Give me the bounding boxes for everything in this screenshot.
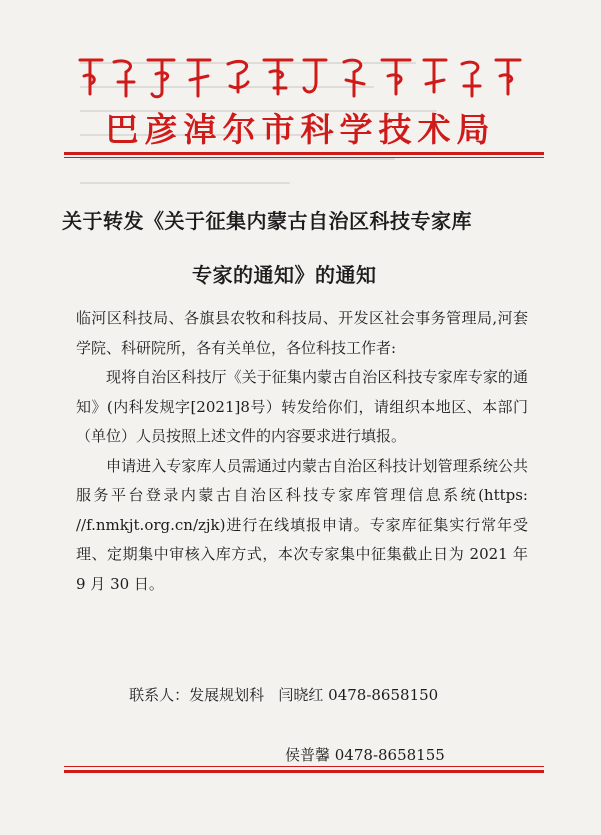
footer-divider-thin — [64, 766, 544, 767]
header-divider-thin — [64, 157, 544, 158]
contact-line-2: 侯普馨 0478-8658155 — [285, 746, 445, 764]
svg-text:ᠪᠠᠶᠠᠨᠨᠠᠭᠤᠷ ᠬᠣᠲᠠ ᠶᠢᠨ ᠱᠢᠨᠵᠢᠯᠡᠬᠦ: ᠪᠠᠶᠠᠨᠨᠠᠭᠤᠷ ᠬᠣᠲᠠ ᠶᠢᠨ ᠱᠢᠨᠵᠢᠯᠡᠬᠦ ᠤᠬᠠᠭᠠᠨ ᠲᠧᠬᠨᠢᠭ ᠦᠨ ᠲᠣᠪᠴᠢᠶ᠎ᠠ — [78, 54, 104, 55]
paragraph-2: 申请进入专家库人员需通过内蒙古自治区科技计划管理系统公共服务平台登录内蒙古自治区科技专家库管理信息系统(https: //f.nmkjt.org.cn/zjk)进行在线填报申请。专家库征集实行常年受理、定期集中审核入库方式，本次专家集中征集截止日为 2021 年 9 月 30 日。 — [76, 456, 528, 593]
title-line-1: 关于转发《关于征集内蒙古自治区科技专家库 — [62, 209, 472, 233]
title-line-2: 专家的通知》的通知 — [192, 263, 377, 287]
header-divider-thick — [64, 152, 544, 155]
contact-line-1: 联系人：发展规划科 闫晓红 0478-8658150 — [129, 686, 439, 704]
mongolian-script-header — [78, 54, 524, 102]
recipients: 临河区科技局、各旗县农牧和科技局、开发区社会事务管理局,河套学院、科研院所，各有关单位，各位科技工作者: — [76, 309, 528, 357]
contact-block — [110, 650, 445, 830]
document-title — [62, 194, 542, 302]
document-body — [76, 304, 528, 599]
paragraph-1: 现将自治区科技厅《关于征集内蒙古自治区科技专家库专家的通知》(内科发规字[2021]8号）转发给你们，请组织本地区、本部门（单位）人员按照上述文件的内容要求进行填报。 — [76, 368, 528, 445]
organization-name: 巴彦淖尔市科学技术局 — [105, 110, 496, 149]
footer-divider-thick — [64, 770, 544, 773]
